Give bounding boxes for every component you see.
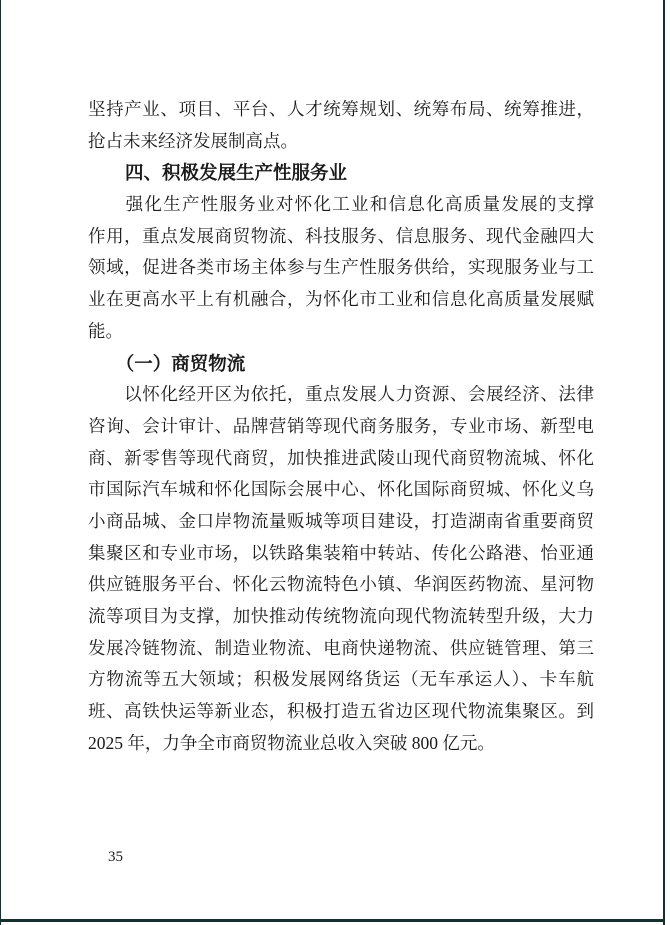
body-text-line: 流等项目为支撑，加快推动传统物流向现代物流转型升级，大力	[88, 606, 594, 626]
body-text-line: 班、高铁快运等新业态，积极打造五省边区现代物流集聚区。到	[88, 701, 594, 722]
body-text-line: 市国际汽车城和怀化国际会展中心、怀化国际商贸城、怀化义乌	[88, 479, 594, 500]
text-blocks	[88, 94, 594, 759]
body-text-line: 集聚区和专业市场，以铁路集装箱中转站、传化公路港、怡亚通	[88, 542, 594, 563]
heading-line: 四、积极发展生产性服务业	[88, 162, 348, 184]
body-text-line: 发展冷链物流、制造业物流、电商快递物流、供应链管理、第三	[88, 637, 594, 658]
body-text-line: 2025 年，力争全市商贸物流业总收入突破 800 亿元。	[88, 732, 495, 753]
body-text-line: 能。	[88, 320, 123, 341]
page-edge-right	[663, 0, 665, 925]
page-edge-left	[0, 0, 1, 925]
body-text-line: 领域，促进各类市场主体参与生产性服务供给，实现服务业与工	[88, 257, 594, 278]
body-text-line: 业在更高水平上有机融合，为怀化市工业和信息化高质量发展赋	[88, 289, 594, 310]
body-text-line: 商、新零售等现代商贸，加快推进武陵山现代商贸物流城、怀化	[88, 447, 594, 468]
body-text-line: 供应链服务平台、怀化云物流特色小镇、华润医药物流、星河物	[88, 574, 594, 595]
body-text-line: 强化生产性服务业对怀化工业和信息化高质量发展的支撑	[88, 194, 594, 215]
page-number: 35	[108, 849, 123, 865]
body-text-line: 抢占未来经济发展制高点。	[88, 130, 298, 151]
body-text-line: 以怀化经开区为依托，重点发展人力资源、会展经济、法律	[88, 384, 594, 405]
body-text-line: 坚持产业、项目、平台、人才统筹规划、统筹布局、统筹推进，	[88, 99, 594, 119]
page-edge-bottom	[0, 919, 665, 922]
body-text-line: 方物流等五大领域；积极发展网络货运（无车承运人）、卡车航	[88, 669, 594, 690]
body-text-line: 咨询、会计审计、品牌营销等现代商务服务，专业市场、新型电	[88, 415, 594, 436]
heading-line: （一）商贸物流	[88, 352, 246, 374]
body-text-line: 作用，重点发展商贸物流、科技服务、信息服务、现代金融四大	[88, 225, 594, 246]
body-text-line: 小商品城、金口岸物流量贩城等项目建设，打造湖南省重要商贸	[88, 510, 594, 531]
